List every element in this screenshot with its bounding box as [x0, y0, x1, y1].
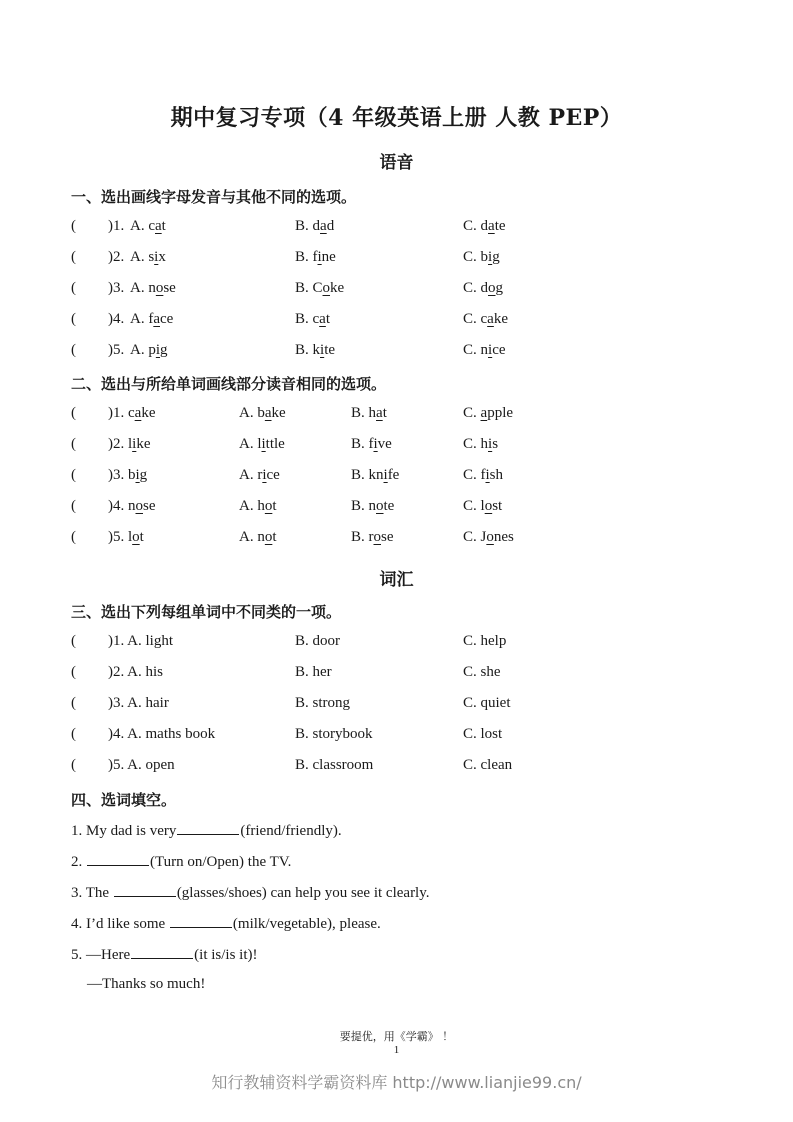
question-row — [0, 695, 793, 717]
underlined-letters: a — [319, 311, 326, 327]
phonetics-heading: 语音 — [379, 153, 414, 173]
underlined-letters: i — [488, 436, 493, 452]
fill-reply: —Thanks so much! — [87, 976, 206, 992]
option-a: A. bake — [239, 405, 286, 421]
underlined-letters: o — [264, 529, 273, 545]
option-b: B. cat — [295, 311, 331, 327]
underlined-letters: i — [485, 467, 490, 483]
answer-blank — [177, 820, 239, 835]
question-number: )5. — [108, 342, 125, 358]
option-b: B. rose — [351, 529, 394, 545]
underlined-letters: i — [488, 342, 493, 358]
answer-blank — [114, 882, 176, 897]
underlined-letters: a — [376, 405, 383, 421]
question-row — [0, 498, 793, 520]
answer-paren-left: ( — [71, 695, 76, 711]
underlined-letters: o — [155, 280, 164, 296]
option-a: A. pig — [130, 342, 168, 358]
answer-paren-left: ( — [71, 633, 76, 649]
option-c: C. Jones — [463, 529, 514, 545]
question-number: )3. — [108, 280, 125, 296]
part3-heading: 三、选出下列每组单词中不同类的一项。 — [71, 603, 342, 621]
underlined-letters: i — [373, 436, 378, 452]
underlined-letters: i — [262, 467, 267, 483]
underlined-letters: a — [320, 218, 327, 234]
underlined-letters: o — [135, 498, 143, 514]
underlined-letters: o — [486, 529, 494, 545]
answer-paren-left: ( — [71, 405, 76, 421]
question-row — [0, 726, 793, 748]
option-b: B. storybook — [295, 726, 373, 742]
question-word: )5. lot — [108, 529, 144, 545]
underlined-letters: i — [383, 467, 388, 483]
fill-sentence: 4. I’d like some (milk/vegetable), please. — [71, 913, 381, 933]
answer-paren-left: ( — [71, 218, 76, 234]
option-c: C. help — [463, 633, 507, 649]
question-word: )2. like — [108, 436, 151, 452]
question-row — [0, 467, 793, 489]
question-row — [0, 311, 793, 333]
underlined-letters: o — [488, 280, 496, 296]
question-row — [0, 664, 793, 686]
option-c: C. quiet — [463, 695, 511, 711]
option-c: C. big — [463, 249, 500, 265]
answer-paren-left: ( — [71, 757, 76, 773]
answer-paren-left: ( — [71, 311, 76, 327]
underlined-letters: i — [132, 436, 137, 452]
option-b: B. classroom — [295, 757, 374, 773]
underlined-letters: i — [155, 342, 161, 358]
underlined-letters: a — [480, 405, 488, 421]
question-word: )4. nose — [108, 498, 156, 514]
fill-sentence: 1. My dad is very (friend/friendly). — [71, 820, 342, 840]
option-a: A. nose — [130, 280, 176, 296]
fill-sentence: 5. —Here (it is/is it)! — [71, 944, 258, 964]
option-b: B. hat — [351, 405, 387, 421]
underlined-letters: a — [488, 218, 495, 234]
option-b: B. note — [351, 498, 395, 514]
option-b: B. strong — [295, 695, 351, 711]
answer-paren-left: ( — [71, 436, 76, 452]
option-c: C. fish — [463, 467, 504, 483]
answer-paren-left: ( — [71, 280, 76, 296]
vocab-heading: 词汇 — [379, 570, 414, 590]
underlined-letters: i — [320, 342, 325, 358]
question-number: )2. A. his — [108, 664, 164, 680]
answer-blank — [170, 913, 232, 928]
question-row — [0, 280, 793, 302]
option-a: A. not — [239, 529, 277, 545]
fill-sentence: 2. (Turn on/Open) the TV. — [71, 851, 291, 871]
part2-heading: 二、选出与所给单词画线部分读音相同的选项。 — [71, 375, 387, 393]
question-word: )3. big — [108, 467, 148, 483]
question-number: )2. — [108, 249, 125, 265]
page-title: 期中复习专项（4 年级英语上册 人教 PEP） — [170, 105, 623, 131]
question-row — [0, 633, 793, 655]
underlined-letters: i — [317, 249, 322, 265]
underlined-letters: i — [135, 467, 140, 483]
answer-paren-left: ( — [71, 664, 76, 680]
underlined-letters: a — [487, 311, 494, 327]
option-b: B. Coke — [295, 280, 345, 296]
underlined-letters: a — [155, 218, 162, 234]
option-b: B. door — [295, 633, 340, 649]
question-number: )1. — [108, 218, 125, 234]
answer-paren-left: ( — [71, 342, 76, 358]
option-b: B. five — [351, 436, 392, 452]
underlined-letters: i — [488, 249, 493, 265]
question-row — [0, 405, 793, 427]
option-c: C. his — [463, 436, 499, 452]
option-b: B. fine — [295, 249, 336, 265]
underlined-letters: a — [134, 405, 142, 421]
question-row — [0, 342, 793, 364]
answer-paren-left: ( — [71, 467, 76, 483]
option-c: C. date — [463, 218, 506, 234]
question-row — [0, 436, 793, 458]
question-number: )3. A. hair — [108, 695, 169, 711]
underlined-letters: i — [261, 436, 266, 452]
option-b: B. dad — [295, 218, 335, 234]
underlined-letters: o — [373, 529, 381, 545]
question-row — [0, 249, 793, 271]
question-number: )1. A. light — [108, 633, 174, 649]
underlined-letters: i — [154, 249, 159, 265]
option-c: C. dog — [463, 280, 504, 296]
option-c: C. cake — [463, 311, 509, 327]
underlined-letters: o — [264, 498, 273, 514]
underlined-letters: a — [264, 405, 272, 421]
option-a: A. face — [130, 311, 174, 327]
option-a: A. six — [130, 249, 166, 265]
answer-blank — [131, 944, 193, 959]
question-number: )4. — [108, 311, 125, 327]
option-a: A. little — [239, 436, 285, 452]
underlined-letters: o — [376, 498, 384, 514]
option-b: B. kite — [295, 342, 336, 358]
answer-paren-left: ( — [71, 249, 76, 265]
question-number: )4. A. maths book — [108, 726, 216, 742]
fill-sentence: 3. The (glasses/shoes) can help you see it clearly. — [71, 882, 430, 902]
part1-heading: 一、选出画线字母发音与其他不同的选项。 — [71, 188, 357, 206]
footer-note: 要提优，用《学霸》 ！ — [339, 1030, 454, 1043]
option-a: A. cat — [130, 218, 166, 234]
underlined-letters: o — [322, 280, 331, 296]
option-c: C. lost — [463, 726, 503, 742]
question-row — [0, 218, 793, 240]
option-b: B. her — [295, 664, 332, 680]
underlined-letters: o — [132, 529, 140, 545]
answer-paren-left: ( — [71, 726, 76, 742]
option-c: C. lost — [463, 498, 503, 514]
option-a: A. hot — [239, 498, 277, 514]
option-c: C. she — [463, 664, 501, 680]
question-number: )5. A. open — [108, 757, 175, 773]
part4-heading: 四、选词填空。 — [71, 791, 177, 809]
option-c: C. apple — [463, 405, 514, 421]
option-b: B. knife — [351, 467, 400, 483]
option-c: C. nice — [463, 342, 506, 358]
answer-paren-left: ( — [71, 498, 76, 514]
option-a: A. rice — [239, 467, 280, 483]
answer-paren-left: ( — [71, 529, 76, 545]
question-word: )1. cake — [108, 405, 156, 421]
question-row — [0, 757, 793, 779]
underlined-letters: o — [484, 498, 493, 514]
page-number: 1 — [393, 1044, 400, 1056]
underlined-letters: a — [153, 311, 160, 327]
option-c: C. clean — [463, 757, 513, 773]
question-row — [0, 529, 793, 551]
answer-blank — [87, 851, 149, 866]
watermark-text: 知行教辅资料学霸资料库 http://www.lianjie99.cn/ — [211, 1073, 582, 1092]
